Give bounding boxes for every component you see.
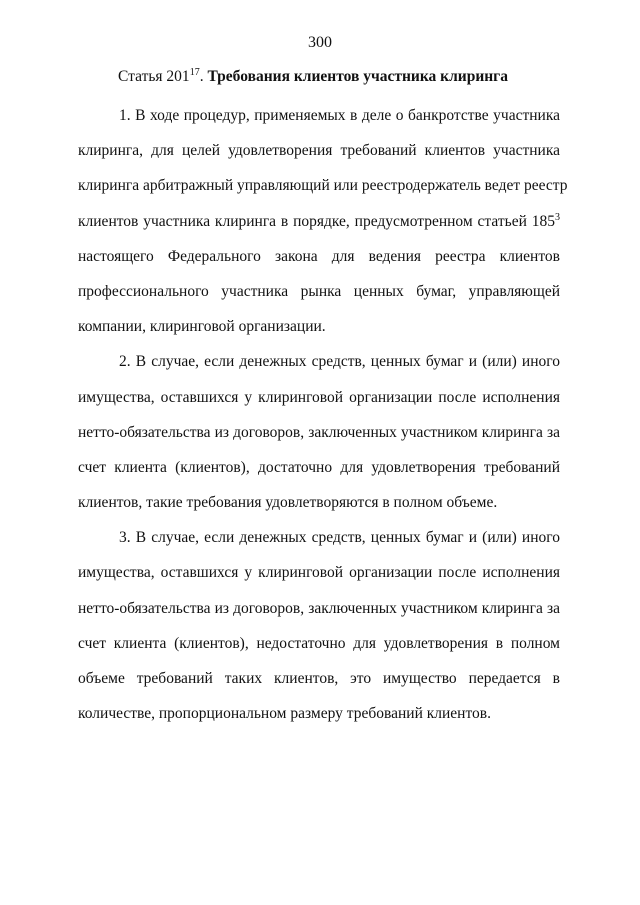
paragraph-line: профессионального участника рынка ценных бумаг, управляющей [78, 282, 560, 300]
article-heading [118, 66, 508, 88]
article-reference-superscript: 3 [555, 211, 560, 223]
article-prefix-dot: . [199, 68, 204, 85]
paragraph-line: 3. В случае, если денежных средств, ценных бумаг и (или) иного [119, 529, 560, 547]
paragraph-line: имущества, оставшихся у клиринговой организации после исполнения [78, 564, 560, 582]
paragraph-line: клиринга, для целей удовлетворения требований клиентов участника [78, 142, 560, 160]
paragraph-line: количестве, пропорциональном размеру требований клиентов. [78, 705, 491, 723]
paragraph-line: настоящего Федерального закона для ведения реестра клиентов [78, 247, 560, 265]
paragraph-line: 1. В ходе процедур, применяемых в деле о банкротстве участника [119, 107, 560, 124]
article-number-superscript: 17 [189, 67, 200, 78]
article-body [78, 98, 568, 731]
paragraph-line: объеме требований таких клиентов, это имущество передается в [78, 670, 560, 687]
paragraph-line: нетто-обязательства из договоров, заключенных участником клиринга за [78, 423, 560, 441]
page-number: 300 [308, 34, 332, 51]
paragraph-line: 2. В случае, если денежных средств, ценных бумаг и (или) иного [119, 353, 560, 371]
paragraph-2 [78, 344, 560, 520]
paragraph-line: нетто-обязательства из договоров, заключенных участником клиринга за [78, 599, 560, 617]
paragraph-3 [78, 520, 560, 731]
paragraph-line: имущества, оставшихся у клиринговой организации после исполнения [78, 388, 560, 406]
paragraph-line: счет клиента (клиентов), достаточно для удовлетворения требований [78, 458, 560, 476]
paragraph-1 [78, 98, 568, 344]
article-prefix: Статья 201 [118, 68, 190, 85]
paragraph-line-with-superscript [78, 204, 560, 239]
paragraph-line: клиринга арбитражный управляющий или реестродержатель ведет реестр [78, 177, 568, 195]
paragraph-line: клиентов, такие требования удовлетворяются в полном объеме. [78, 494, 498, 512]
paragraph-line-text: клиентов участника клиринга в порядке, предусмотренном статьей 185 [78, 212, 555, 230]
paragraph-line: счет клиента (клиентов), недостаточно для удовлетворения в полном [78, 634, 560, 652]
article-title: Требования клиентов участника клиринга [207, 68, 508, 85]
paragraph-line: компании, клиринговой организации. [78, 318, 326, 336]
